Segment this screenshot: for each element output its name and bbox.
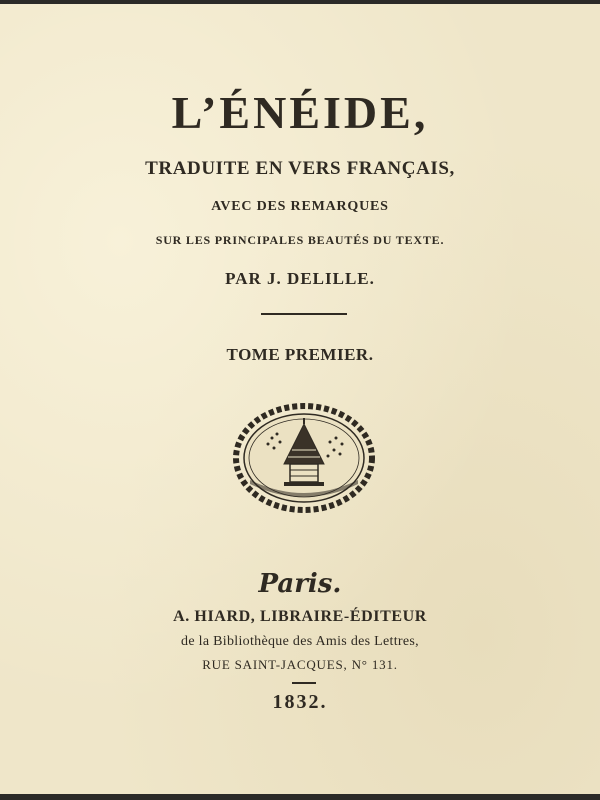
volume-label: TOME PREMIER.: [226, 345, 374, 364]
imprint-year: 1832.: [272, 691, 328, 713]
author-line: PAR J. DELILLE.: [225, 269, 375, 288]
imprint-address: RUE SAINT-JACQUES, N° 131.: [202, 657, 398, 672]
subtitle: TRADUITE EN VERS FRANÇAIS,: [145, 158, 455, 179]
imprint-city: Paris.: [258, 569, 342, 599]
title-page: [0, 4, 600, 794]
book-title: L’ÉNÉIDE,: [171, 87, 429, 138]
remarks-line: AVEC DES REMARQUES: [211, 199, 389, 214]
beauties-line: SUR LES PRINCIPALES BEAUTÉS DU TEXTE.: [155, 233, 445, 247]
beehive-wreath-icon: [232, 402, 376, 514]
short-rule: [292, 682, 316, 684]
imprint-library: de la Bibliothèque des Amis des Lettres,: [181, 634, 419, 649]
imprint-publisher: A. HIARD, LIBRAIRE-ÉDITEUR: [173, 608, 427, 625]
divider-rule: [261, 313, 347, 315]
